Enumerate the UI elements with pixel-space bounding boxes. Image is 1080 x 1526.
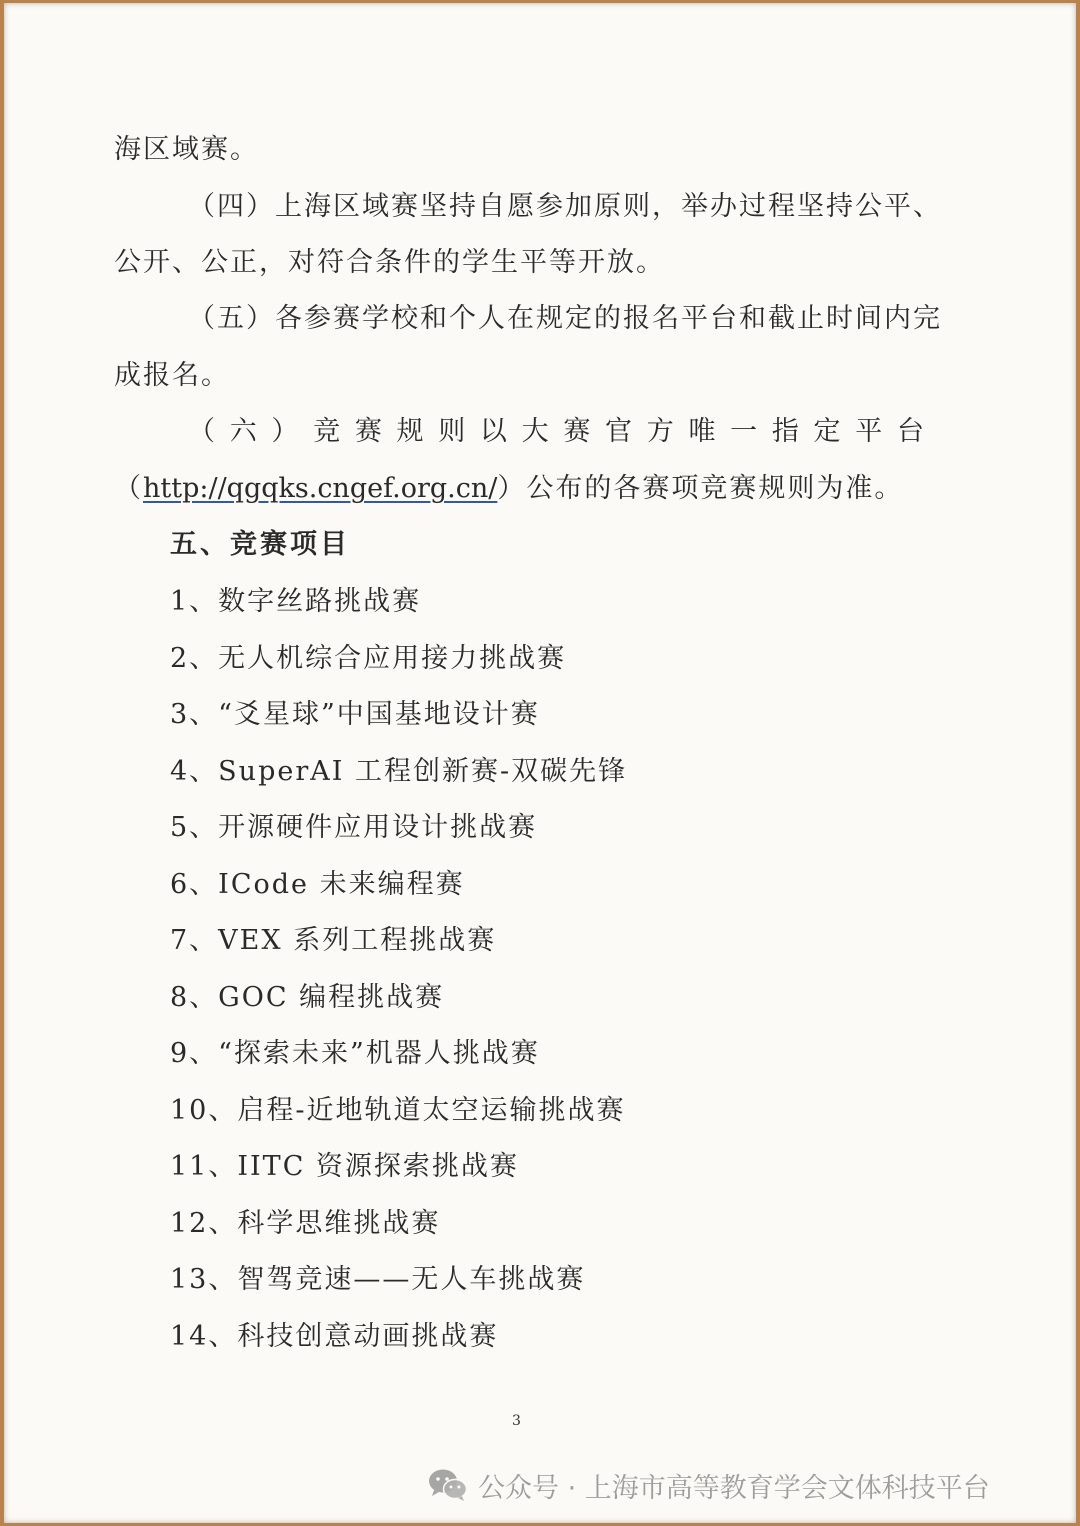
paragraph-line: （五）各参赛学校和个人在规定的报名平台和截止时间内完 xyxy=(188,303,942,334)
list-item: 10、启程-近地轨道太空运输挑战赛 xyxy=(170,1095,626,1126)
justified-char: 定 xyxy=(813,416,841,447)
open-paren: （ xyxy=(114,473,143,504)
list-item: 9、“探索未来”机器人挑战赛 xyxy=(170,1038,540,1069)
justified-char: 平 xyxy=(855,416,883,447)
list-item: 13、智驾竞速——无人车挑战赛 xyxy=(170,1264,586,1295)
justified-char: 台 xyxy=(896,416,924,447)
justified-char: ） xyxy=(271,416,299,447)
paragraph-line-justified xyxy=(188,415,924,449)
justified-char: 赛 xyxy=(354,416,382,447)
watermark xyxy=(428,1465,990,1505)
justified-char: 官 xyxy=(605,416,633,447)
list-item: 8、GOC 编程挑战赛 xyxy=(170,982,445,1013)
paragraph-line: 成报名。 xyxy=(114,360,230,391)
list-item: 6、ICode 未来编程赛 xyxy=(170,869,465,900)
list-item: 7、VEX 系列工程挑战赛 xyxy=(170,925,497,956)
watermark-text: 公众号 · 上海市高等教育学会文体科技平台 xyxy=(478,1472,990,1504)
paragraph-line: 公开、公正，对符合条件的学生平等开放。 xyxy=(114,247,665,278)
justified-char: （ xyxy=(188,416,215,447)
justified-char: 竞 xyxy=(313,416,341,447)
justified-char: 大 xyxy=(521,416,549,447)
justified-char: 规 xyxy=(396,416,424,447)
list-item: 12、科学思维挑战赛 xyxy=(170,1208,441,1239)
page-number: 3 xyxy=(512,1413,521,1429)
list-item: 3、“爻星球”中国基地设计赛 xyxy=(170,699,540,730)
paragraph-line: 海区域赛。 xyxy=(114,134,259,165)
paragraph-line: （四）上海区域赛坚持自愿参加原则，举办过程坚持公平、 xyxy=(188,191,942,222)
section-heading: 五、竞赛项目 xyxy=(170,529,350,560)
list-item: 1、数字丝路挑战赛 xyxy=(170,586,422,617)
list-item: 5、开源硬件应用设计挑战赛 xyxy=(170,812,538,843)
justified-char: 一 xyxy=(730,416,758,447)
wechat-icon xyxy=(428,1468,468,1502)
list-item: 2、无人机综合应用接力挑战赛 xyxy=(170,643,567,674)
justified-char: 则 xyxy=(438,416,466,447)
list-item: 4、SuperAI 工程创新赛-双碳先锋 xyxy=(170,756,628,787)
justified-char: 赛 xyxy=(563,416,591,447)
list-item: 14、科技创意动画挑战赛 xyxy=(170,1321,499,1352)
justified-char: 指 xyxy=(771,416,799,447)
justified-char: 六 xyxy=(229,416,257,447)
paragraph-line xyxy=(114,472,903,506)
list-item: 11、IITC 资源探索挑战赛 xyxy=(170,1151,519,1182)
justified-char: 方 xyxy=(646,416,674,447)
justified-char: 以 xyxy=(479,416,507,447)
document-page xyxy=(4,3,1076,1523)
rule-text: ）公布的各赛项竞赛规则为准。 xyxy=(497,473,904,504)
platform-link[interactable]: http://qgqks.cngef.org.cn/ xyxy=(143,473,498,504)
justified-char: 唯 xyxy=(688,416,716,447)
